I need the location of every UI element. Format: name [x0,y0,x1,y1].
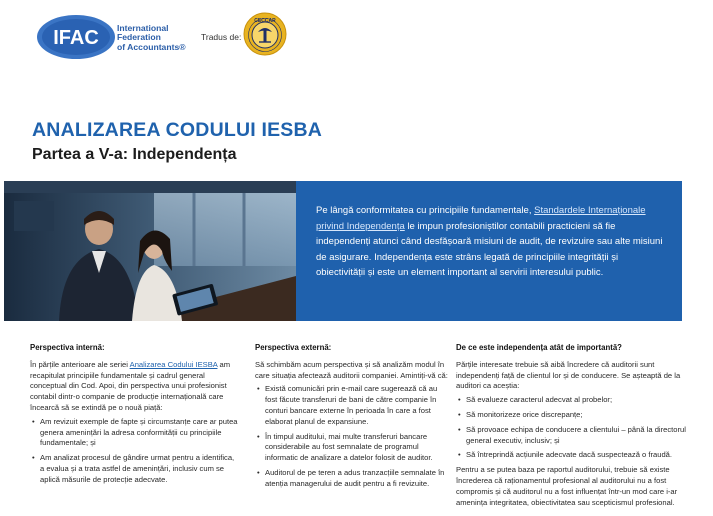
ifac-logo [36,14,116,60]
federation-line: of Accountants® [117,41,186,52]
office-photo [4,181,296,321]
external-perspective-heading: Perspectiva externă: [255,343,332,352]
translated-by-label: Tradus de: [201,32,242,42]
ceccar-logo [243,12,287,56]
federation-line: International [117,23,169,33]
external-perspective-column [255,343,450,494]
independence-standards-link[interactable]: Standardele Internaționale privind Independența [316,205,646,232]
list-item: • În timpul auditului, mai multe transferuri bancare considerabile au fost semnalate de programul informatic de analizare a datelor folosit de auditor. [265,432,450,464]
list-item: • Să întreprindă acțiunile adecvate dacă suspectează o fraudă. [466,450,686,461]
list-item: • Să evalueze caracterul adecvat al probelor; [466,395,686,406]
external-bullets [255,384,450,489]
internal-perspective-column [30,343,240,490]
ifac-logo-text: IFAC [53,27,99,49]
list-item: • Să monitorizeze orice discrepanțe; [466,410,686,421]
list-item: • Să provoace echipa de conducere a clientului – până la directorul general executiv, inclusiv; și [466,425,686,447]
list-item: • Am revizuit exemple de fapte și circumstanțe care ar putea genera amenințări la adresa conformității cu principiile fundamentale; și [40,417,240,449]
importance-closing: Pentru a se putea baza pe raportul auditorului, trebuie să existe încrederea că raționamentul profesional al auditorului nu a fost compromis și că auditorul nu a fost influențat într-un mod care i-ar amenința integritatea, obiectivitatea sau scepticismul profesional. [456,465,678,507]
internal-bullets [30,417,240,486]
internal-perspective-heading: Perspectiva internă: [30,343,105,352]
list-item: • Auditorul de pe teren a adus tranzacțiile semnalate în atenția managerului de audit pentru a fi revizuite. [265,468,450,490]
intro-banner [296,181,682,321]
iesba-series-link[interactable]: Analizarea Codului IESBA [129,359,218,369]
internal-intro: În părțile anterioare ale seriei Analizarea Codului IESBA am recapitulat principiile fundamentale și cadrul general conceptual din Cod. Apoi, din perspectiva unui profesionist contabil dintr-o companie de producție internațională care încearcă să se extindă pe o nouă piață: [30,359,231,412]
list-item: • Am analizat procesul de gândire urmat pentru a identifica, a evalua și a trata astfel de amenințări, inclusiv cum se aplică măsurile de protecție adecvate. [40,453,240,485]
importance-heading: De ce este independența atât de importantă? [456,343,622,352]
external-intro: Să schimbăm acum perspectiva și să analizăm modul în care situația afectează auditorii companiei. Amintiți-vă că: [255,359,448,380]
ceccar-logo-text: CECCAR [254,18,276,24]
importance-bullets [456,395,686,461]
banner-text: Pe lângă conformitatea cu principiile fundamentale, Standardele Internaționale privind Independența le impun profesioniștilor contabili practicieni să fie independenți atunci când desfășoară misiuni de audit, de revizuire sau alte misiuni de asigurare. Independența este strâns legată de principiile integrității și obiectivității și este un element important al servirii interesului public. [316,205,663,279]
subtitle-topic: Independența [132,146,237,163]
federation-name [117,24,186,52]
importance-intro: Părțile interesate trebuie să aibă încredere că auditorii sunt independenți față de clientul lor și de conducere. Se așteaptă de la auditori ca aceștia: [456,359,681,391]
list-item: • Există comunicări prin e-mail care sugerează că au fost făcute transferuri de bani de către companie în conturi bancare externe în perioada în care a fost elaborat planul de expansiune. [265,384,450,427]
page-title: ANALIZAREA CODULUI IESBA [32,119,323,141]
importance-column [456,343,686,511]
subtitle-part: Partea a V-a: [32,146,129,163]
federation-line: Federation [117,32,161,43]
page-subtitle [32,146,237,164]
